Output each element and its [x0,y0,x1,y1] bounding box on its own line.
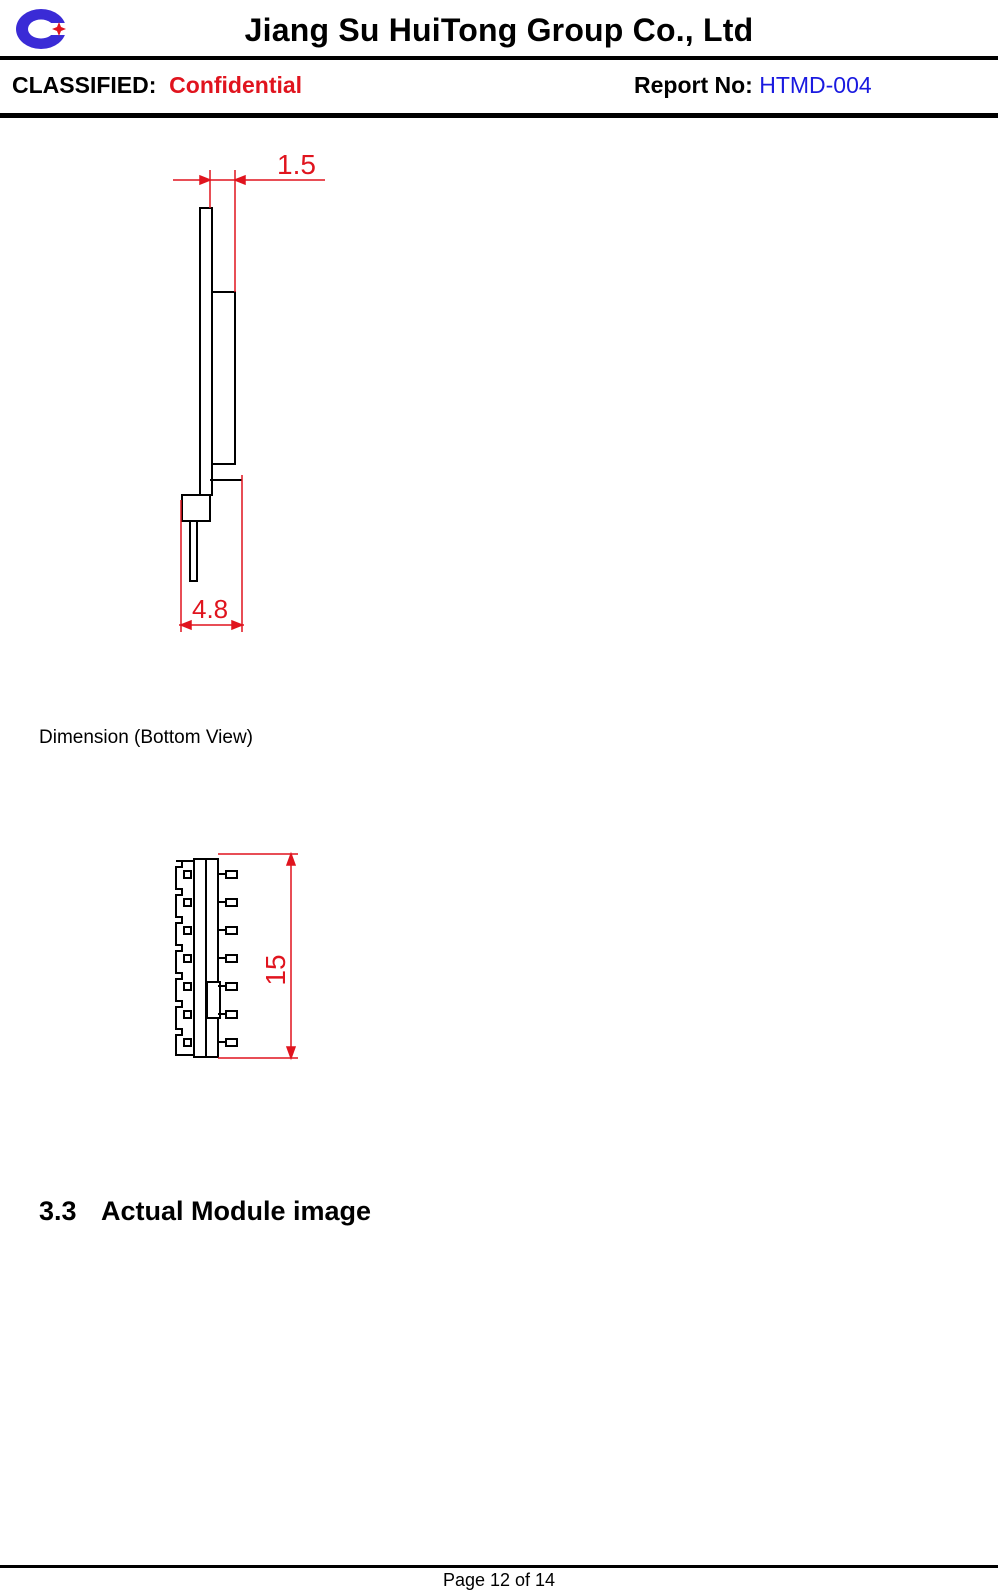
company-title: Jiang Su HuiTong Group Co., Ltd [244,12,754,48]
dim-top-label: 1.5 [277,149,316,180]
report-label: Report No: [634,72,753,98]
header-top-rule [0,56,998,60]
dim-height-label: 15 [260,954,291,986]
report-value: HTMD-004 [759,72,872,98]
section-number: 3.3 [39,1196,77,1226]
figure-caption: Dimension (Bottom View) [39,727,254,748]
classified-value: Confidential [169,72,303,98]
section-heading [39,1196,371,1227]
footer-rule [0,1565,998,1568]
dim-bottom-label: 4.8 [192,594,229,624]
report-number [634,72,872,99]
classified-label: CLASSIFIED: [12,72,157,98]
bottom-view-drawing [160,845,320,1070]
page-number: Page 12 of 14 [442,1570,556,1590]
side-view-drawing [150,140,350,650]
header-bottom-rule [0,113,998,118]
section-title: Actual Module image [101,1196,372,1226]
classification [12,72,302,99]
